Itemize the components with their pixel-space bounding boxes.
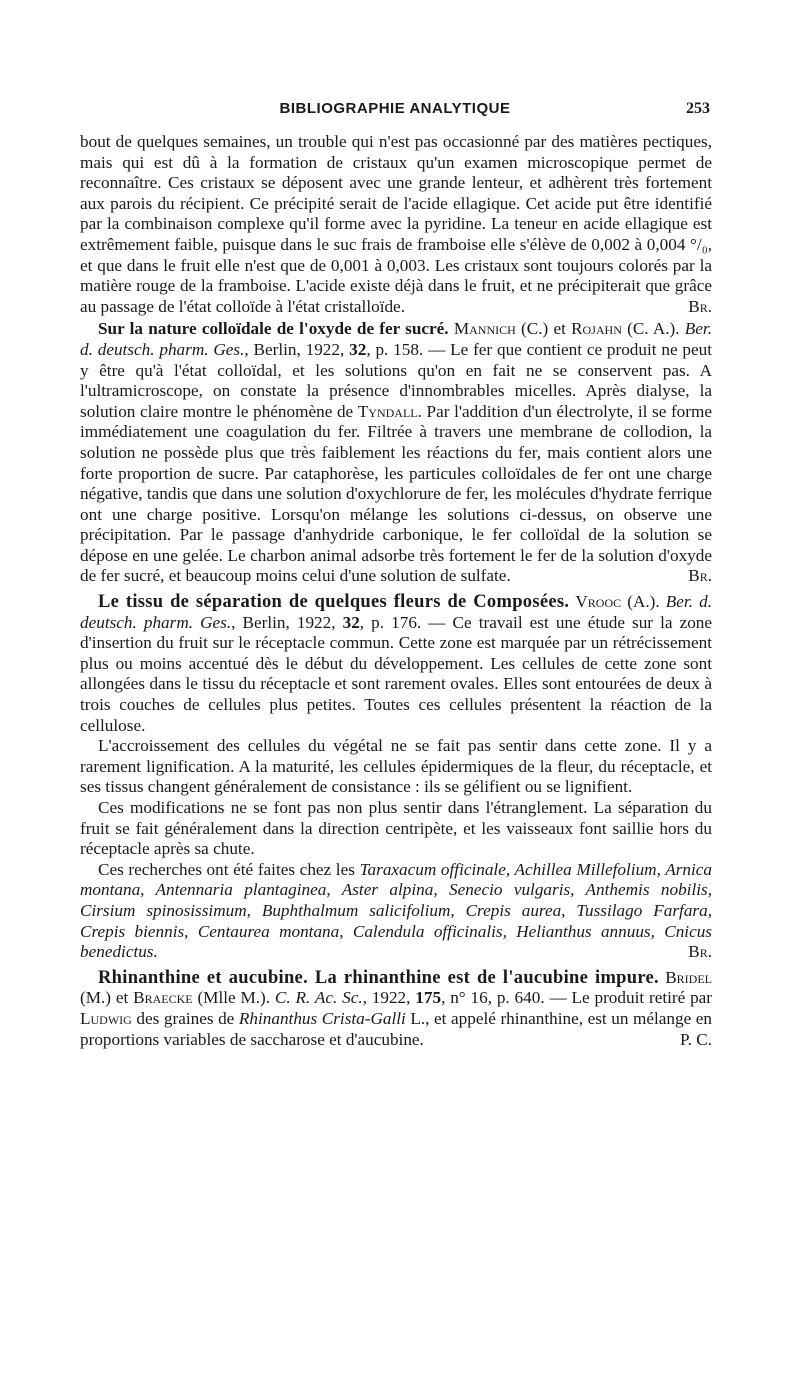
entry-oxyde-de-fer	[80, 319, 712, 587]
journal-name: Ber. d. deutsch. pharm. Ges.	[80, 592, 712, 632]
author-initial: (C.)	[521, 319, 549, 339]
entry-rhinanthine	[80, 968, 712, 1050]
entry-title: Le tissu de séparation de quelques fleurs de Composées.	[98, 592, 570, 613]
journal-city-year: , Berlin, 1922,	[231, 612, 336, 632]
journal-volume: 175	[415, 988, 442, 1008]
journal-pages: , p. 158. —	[366, 339, 446, 359]
conjunction: et	[115, 988, 129, 1008]
author-name: Braecke	[133, 988, 193, 1008]
journal-name: Ber. d. deutsch. pharm. Ges.	[80, 319, 713, 359]
abstract-text: des graines de	[136, 1008, 235, 1028]
person-name: Ludwig	[80, 1008, 132, 1028]
paragraph-text: bout de quelques semaines, un trouble qui n'est pas occasionné par des matières pectiques, mais qui est dû à la formation de cristaux qu'un examen microscopique permet de reconnaître. Ces cristaux se déposent avec une grande lenteur, et adhèrent très fortement aux parois du récipient. Ce précipité serait de l'acide ellagique. Cet acide put être identifié par la combinaison complexe qu'il forme avec la pyridine. La teneur en acide ellagique est extrêmement faible, puisque dans le suc frais de framboise elle s'élève de 0,002 à 0,004 °/₀, et que dans le fruit elle n'est que de 0,001 à 0,003. Les cristaux sont toujours colorés par la matière rouge de la framboise. L'acide existe déjà dans le fruit, et ne précipiterait que grâce au passage de l'état colloïde à l'état cristalloïde.	[80, 132, 712, 316]
journal-name: C. R. Ac. Sc.	[274, 988, 363, 1008]
journal-year: , 1922,	[362, 988, 411, 1008]
entry-title: Sur la nature colloïdale de l'oxyde de fer sucré.	[98, 319, 449, 339]
journal-city-year: , Berlin, 1922,	[244, 339, 345, 359]
body-text	[80, 132, 712, 1050]
author-name: Rojahn	[571, 319, 622, 339]
page-header	[80, 100, 710, 126]
author-initial: (Mlle M.).	[197, 988, 271, 1008]
abstract-text: Ce travail est une étude sur la zone d'insertion du fruit sur le réceptacle commun. Cette zone est marquée par un rétrécissement plus ou moins accentué dès le début du développement. Les cellules de cette zone sont allongées dans le tissu du réceptacle et sont rarement ovales. Elles sont entourées de deux à trois couches de cellules plus petites. Toutes ces cellules présentent la réaction de la cellulose.	[80, 612, 713, 735]
signature: Br.	[688, 942, 712, 962]
journal-pages: , n° 16, p. 640. —	[441, 988, 567, 1008]
abstract-paragraph	[80, 860, 712, 963]
journal-volume: 32	[342, 612, 360, 632]
signature: Br.	[688, 296, 712, 316]
author-name: Bridel	[665, 967, 712, 987]
abstract-paragraph: L'accroissement des cellules du végétal ne se fait pas sentir dans cette zone. Il y a rarement lignification. A la maturité, les cellules épidermiques de la fleur, du réceptacle, et ses tissus changent généralement de consistance : ils se gélifient ou se lignifient.	[80, 736, 712, 797]
author-name: Mannich	[453, 319, 516, 339]
abstract-text: Ces recherches ont été faites chez les	[98, 859, 355, 879]
author-initial: (A.).	[627, 592, 660, 612]
entry-title: Rhinanthine et aucubine. La rhinanthine est de l'aucubine impure.	[98, 967, 659, 988]
running-title: BIBLIOGRAPHIE ANALYTIQUE	[279, 100, 511, 117]
species-list: Taraxacum officinale, Achillea Millefolium, Arnica montana, Antennaria plantaginea, Aster alpina, Senecio vulgaris, Anthemis nobilis, Cirsium spinosissimum, Buphthalmum salicifolium, Crepis aurea, Tussilago Farfara, Crepis biennis, Centaurea montana, Calendula officinalis, Helianthus annuus, Cnicus benedictus.	[80, 859, 712, 962]
abstract-text: Le fer que contient ce produit ne peut y être qu'à l'état colloïdal, et les solutions qu'on en fait ne se conservent pas. A l'ultramicroscope, on constate la présence d'innombrables micelles. Après dialyse, la solution claire montre le phénomène de	[80, 339, 713, 421]
species-name: Rhinanthus Crista-Galli	[238, 1008, 406, 1028]
author-initial: (M.)	[80, 988, 112, 1008]
abstract-text: Le produit retiré par	[571, 988, 713, 1008]
journal-volume: 32	[349, 339, 367, 359]
paragraph-continued	[80, 132, 712, 317]
entry-tissu-de-separation	[80, 592, 712, 736]
abstract-paragraph: Ces modifications ne se font pas non plus sentir dans l'étranglement. La séparation du fruit se fait généralement dans la direction centripète, et les vaisseaux font saillie hors du réceptacle après sa chute.	[80, 798, 712, 859]
journal-pages: , p. 176. —	[359, 612, 446, 632]
signature: P. C.	[679, 1029, 712, 1049]
person-name: Tyndall	[357, 401, 418, 421]
signature: Br.	[688, 566, 712, 586]
page-number: 253	[686, 100, 710, 117]
conjunction: et	[553, 319, 566, 339]
abstract-text: L., et appelé rhinanthine, est un mélange en proportions variables de saccharose et d'aucubine.	[80, 1008, 713, 1049]
abstract-text: . Par l'addition d'un électrolyte, il se forme immédiatement une coagulation du fer. Filtrée à travers une membrane de collodion, la solution ne possède plus que très faiblement les réactions du fer, mais contient alors une forte proportion de sucre. Par cataphorèse, les particules colloïdales de fer ont une charge négative, tandis que dans une solution d'oxychlorure de fer, les molécules d'hydrate ferrique ont une charge positive. Lorsqu'on mélange les solutions ci-dessus, on observe une précipitation. Par le passage d'anhydride carbonique, le fer colloïdal de la solution se dépose en une gelée. Le charbon animal adsorbe très fortement le fer de la solution d'oxyde de fer sucré, et beaucoup moins celui d'une solution de sulfate.	[80, 401, 712, 586]
author-initial: (C. A.).	[627, 319, 680, 339]
author-name: Vrooc	[575, 592, 622, 612]
